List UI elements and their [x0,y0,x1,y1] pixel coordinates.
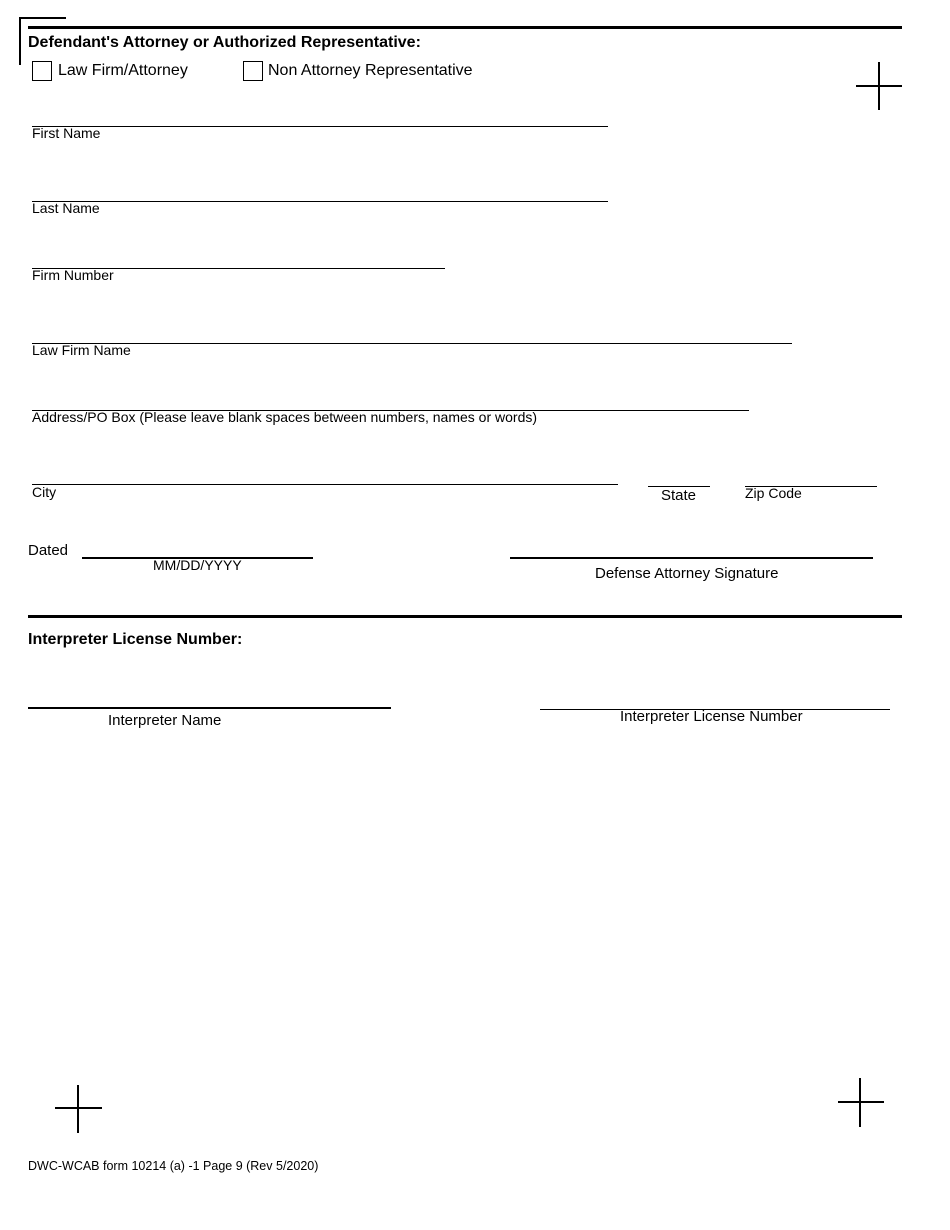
first-name-field[interactable] [32,100,608,126]
last-name-label: Last Name [32,200,100,216]
interpreter-name-field[interactable] [28,681,391,707]
city-field[interactable] [32,458,618,484]
date-field[interactable] [82,532,313,558]
state-field[interactable] [648,460,710,486]
crosshair-mark [838,1078,884,1127]
interpreter-license-label: Interpreter License Number [620,708,803,725]
first-name-line [32,126,608,127]
interpreter-section-rule [28,615,902,618]
form-footer: DWC-WCAB form 10214 (a) -1 Page 9 (Rev 5/2020) [28,1159,319,1173]
non-attorney-representative-checkbox[interactable] [243,61,263,81]
address-label: Address/PO Box (Please leave blank spaces between numbers, names or words) [32,409,538,425]
law-firm-attorney-label: Law Firm/Attorney [58,62,188,79]
law-firm-name-line [32,343,792,344]
law-firm-attorney-checkbox[interactable] [32,61,52,81]
interpreter-name-line [28,707,391,709]
signature-line [510,557,873,559]
signature-label: Defense Attorney Signature [595,565,779,582]
zip-code-field[interactable] [745,460,877,486]
address-field[interactable] [32,384,749,410]
law-firm-name-field[interactable] [32,317,792,343]
city-label: City [32,484,57,500]
interpreter-license-field[interactable] [540,683,890,709]
interpreter-name-label: Interpreter Name [108,712,222,729]
crosshair-mark [856,62,902,110]
dated-label: Dated [28,542,69,559]
state-label: State [661,487,697,504]
zip-code-label: Zip Code [745,485,802,501]
first-name-label: First Name [32,125,101,141]
defense-attorney-signature-field[interactable] [510,532,873,558]
non-attorney-representative-label: Non Attorney Representative [268,62,473,79]
last-name-field[interactable] [32,175,608,201]
firm-number-field[interactable] [32,242,445,268]
interpreter-section-title: Interpreter License Number: [28,631,243,648]
last-name-line [32,201,608,202]
attorney-section-title: Defendant's Attorney or Authorized Representative: [28,34,421,51]
date-format-hint: MM/DD/YYYY [153,557,242,573]
top-section-rule [28,26,902,29]
firm-number-label: Firm Number [32,267,114,283]
crosshair-mark [55,1085,102,1133]
law-firm-name-label: Law Firm Name [32,342,131,358]
city-line [32,484,618,485]
